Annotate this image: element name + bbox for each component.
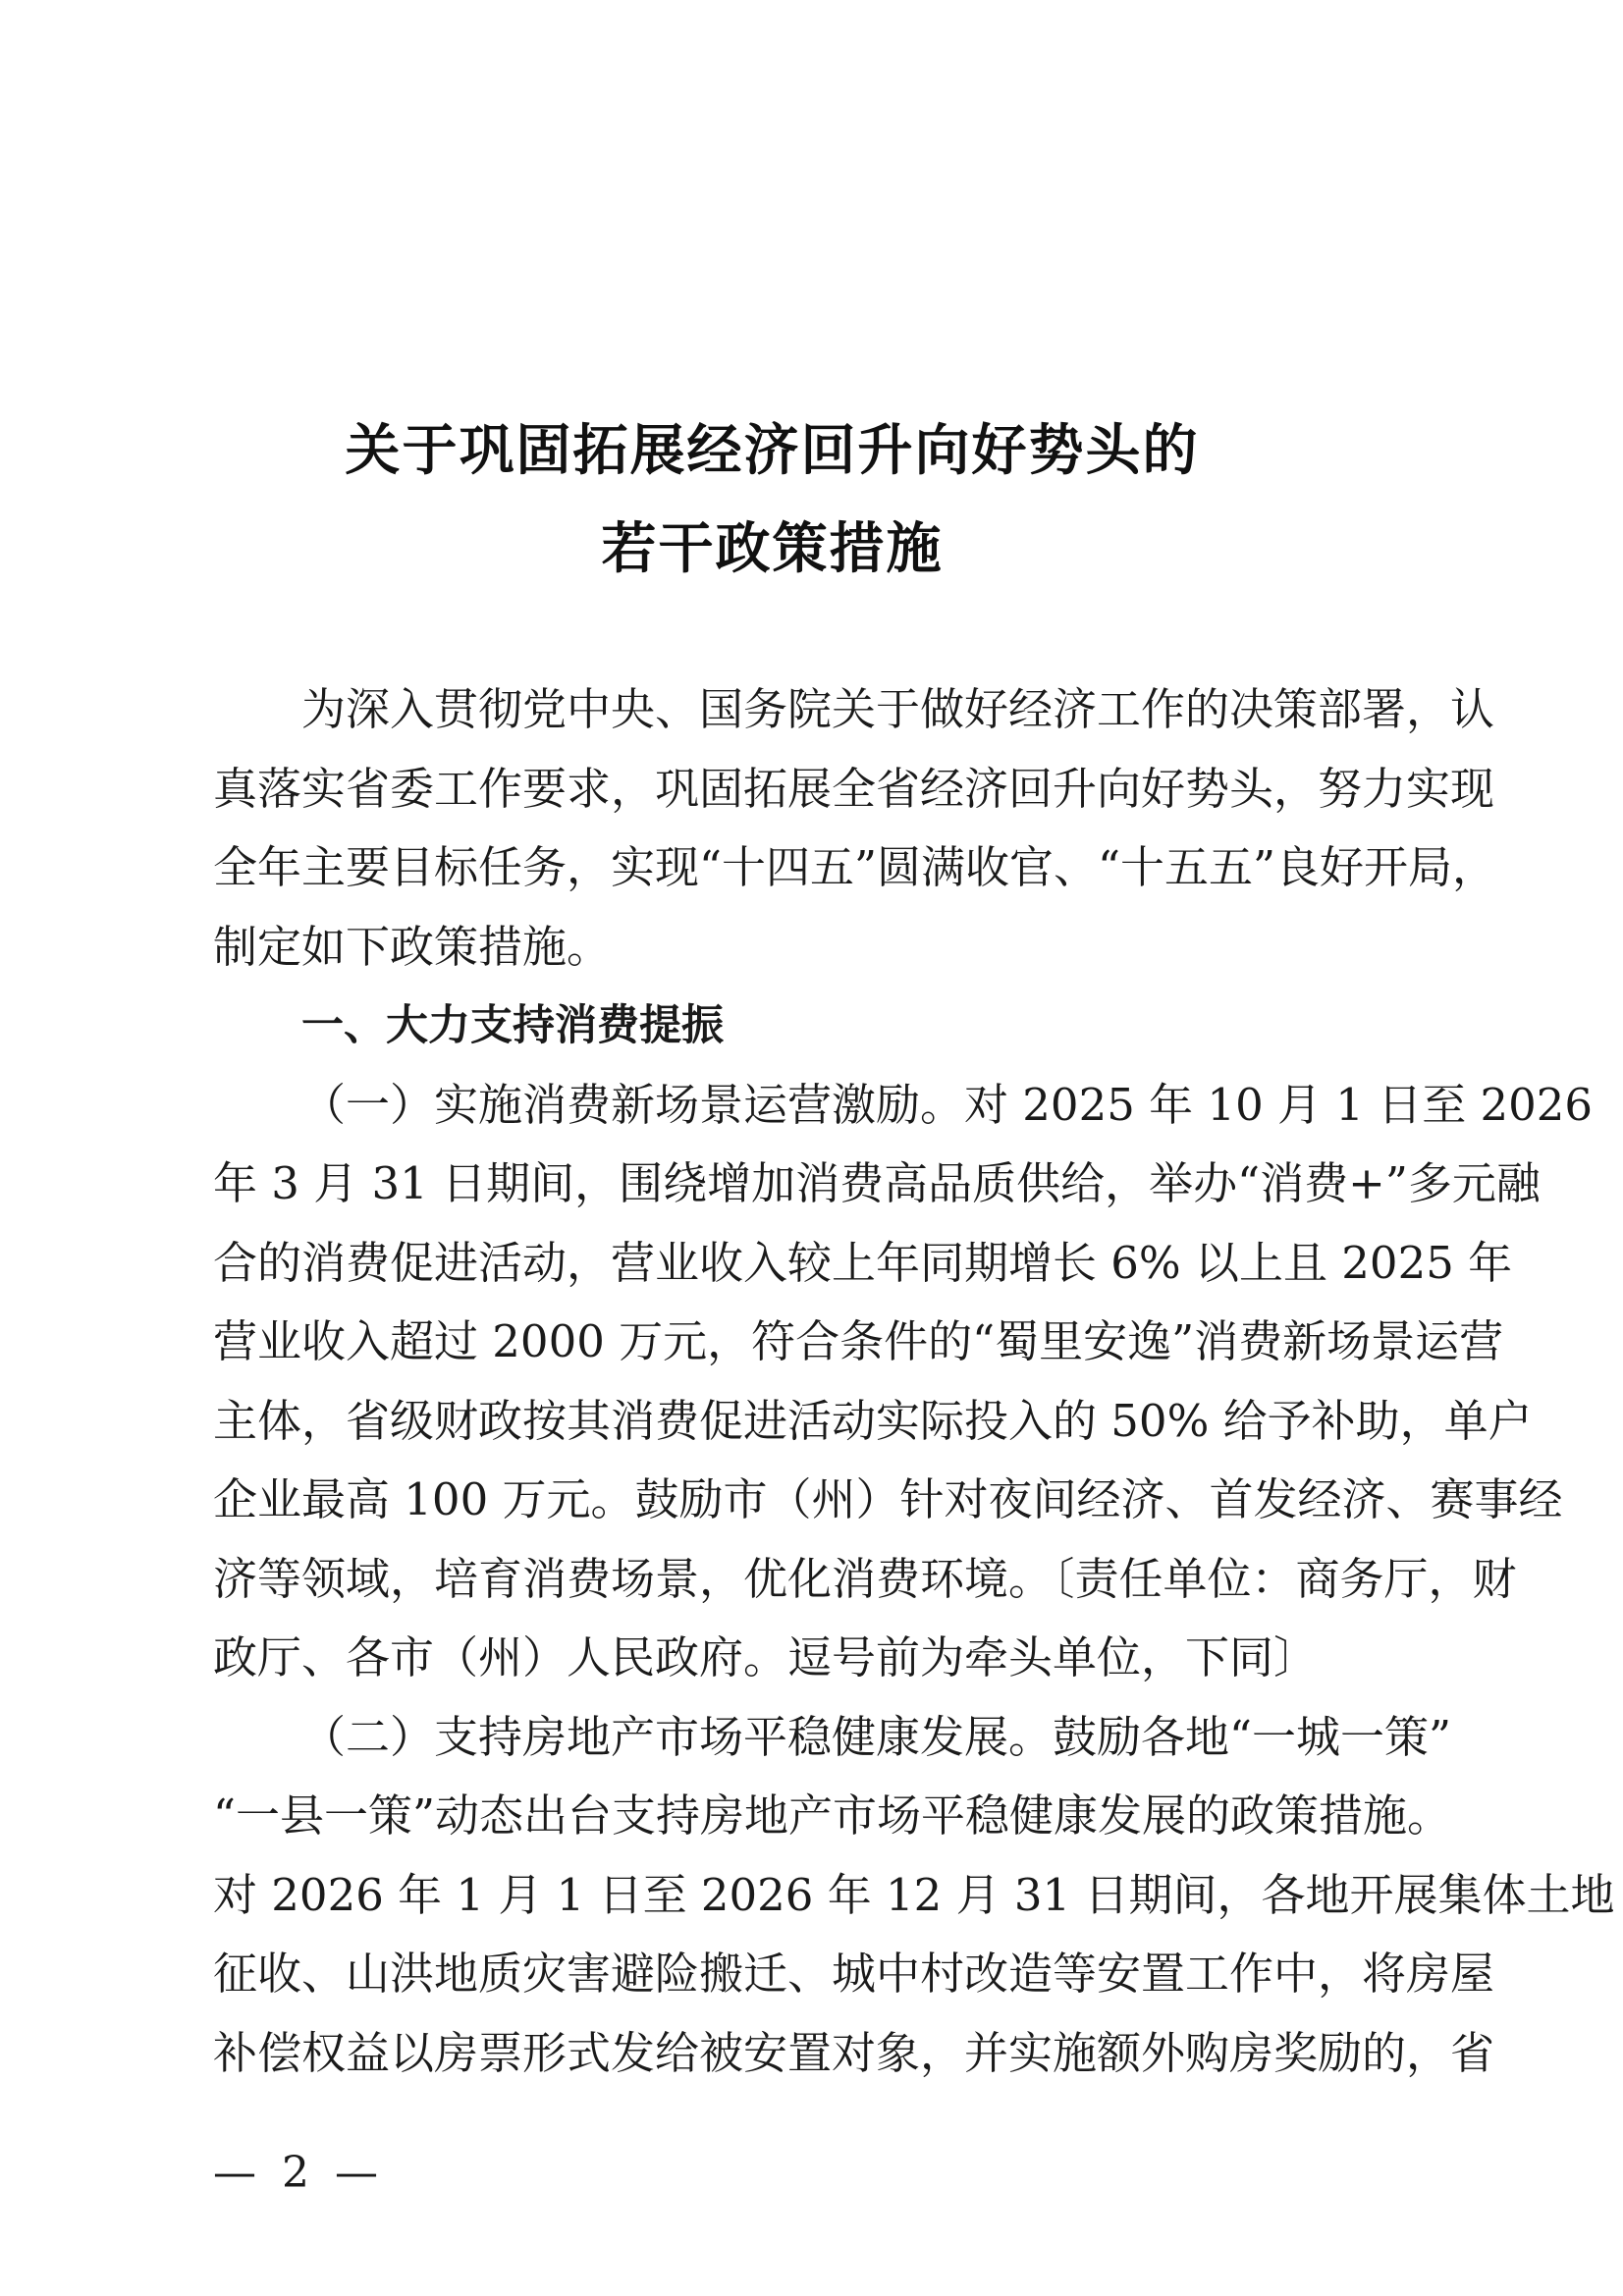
- paragraph-line: 合的消费促进活动，营业收入较上年同期增长 6% 以上且 2025 年: [213, 1236, 1513, 1289]
- page-number: — 2 —: [213, 2148, 384, 2198]
- document-body: [213, 670, 1615, 2093]
- paragraph-line: 补偿权益以房票形式发给被安置对象，并实施额外购房奖励的，省: [213, 2026, 1495, 2079]
- paragraph-line: 年 3 月 31 日期间，围绕增加消费高品质供给，举办“消费+”多元融: [213, 1157, 1541, 1209]
- document-title-line-1: 关于巩固拓展经济回升向好势头的: [345, 418, 1200, 483]
- paragraph-line: 全年主要目标任务，实现“十四五”圆满收官、“十五五”良好开局，: [213, 841, 1497, 893]
- paragraph-line: 制定如下政策措施。: [213, 920, 612, 973]
- paragraph-line: （二）支持房地产市场平稳健康发展。鼓励各地“一城一策”: [301, 1710, 1452, 1763]
- paragraph-line: 对 2026 年 1 月 1 日至 2026 年 12 月 31 日期间，各地开展集体土地: [213, 1868, 1615, 1921]
- paragraph-line: 政厅、各市（州）人民政府。逗号前为牵头单位，下同〕: [213, 1631, 1319, 1683]
- paragraph-line: 真落实省委工作要求，巩固拓展全省经济回升向好势头，努力实现: [213, 762, 1495, 815]
- paragraph-line: 济等领域，培育消费场景，优化消费环境。〔责任单位：商务厅，财: [213, 1552, 1517, 1605]
- paragraph-line: 企业最高 100 万元。鼓励市（州）针对夜间经济、首发经济、赛事经: [213, 1473, 1563, 1525]
- paragraph-line: 为深入贯彻党中央、国务院关于做好经济工作的决策部署，认: [301, 683, 1495, 735]
- section-heading: 一、大力支持消费提振: [301, 1001, 724, 1050]
- paragraph-line: 营业收入超过 2000 万元，符合条件的“蜀里安逸”消费新场景运营: [213, 1315, 1504, 1367]
- paragraph-line: 主体，省级财政按其消费促进活动实际投入的 50% 给予补助，单户: [213, 1394, 1533, 1447]
- paragraph-line: 征收、山洪地质灾害避险搬迁、城中村改造等安置工作中，将房屋: [213, 1948, 1495, 2000]
- paragraph-line: “一县一策”动态出台支持房地产市场平稳健康发展的政策措施。: [213, 1789, 1452, 1842]
- document-title-line-2: 若干政策措施: [601, 516, 944, 581]
- paragraph-line: （一）实施消费新场景运营激励。对 2025 年 10 月 1 日至 2026: [301, 1078, 1594, 1131]
